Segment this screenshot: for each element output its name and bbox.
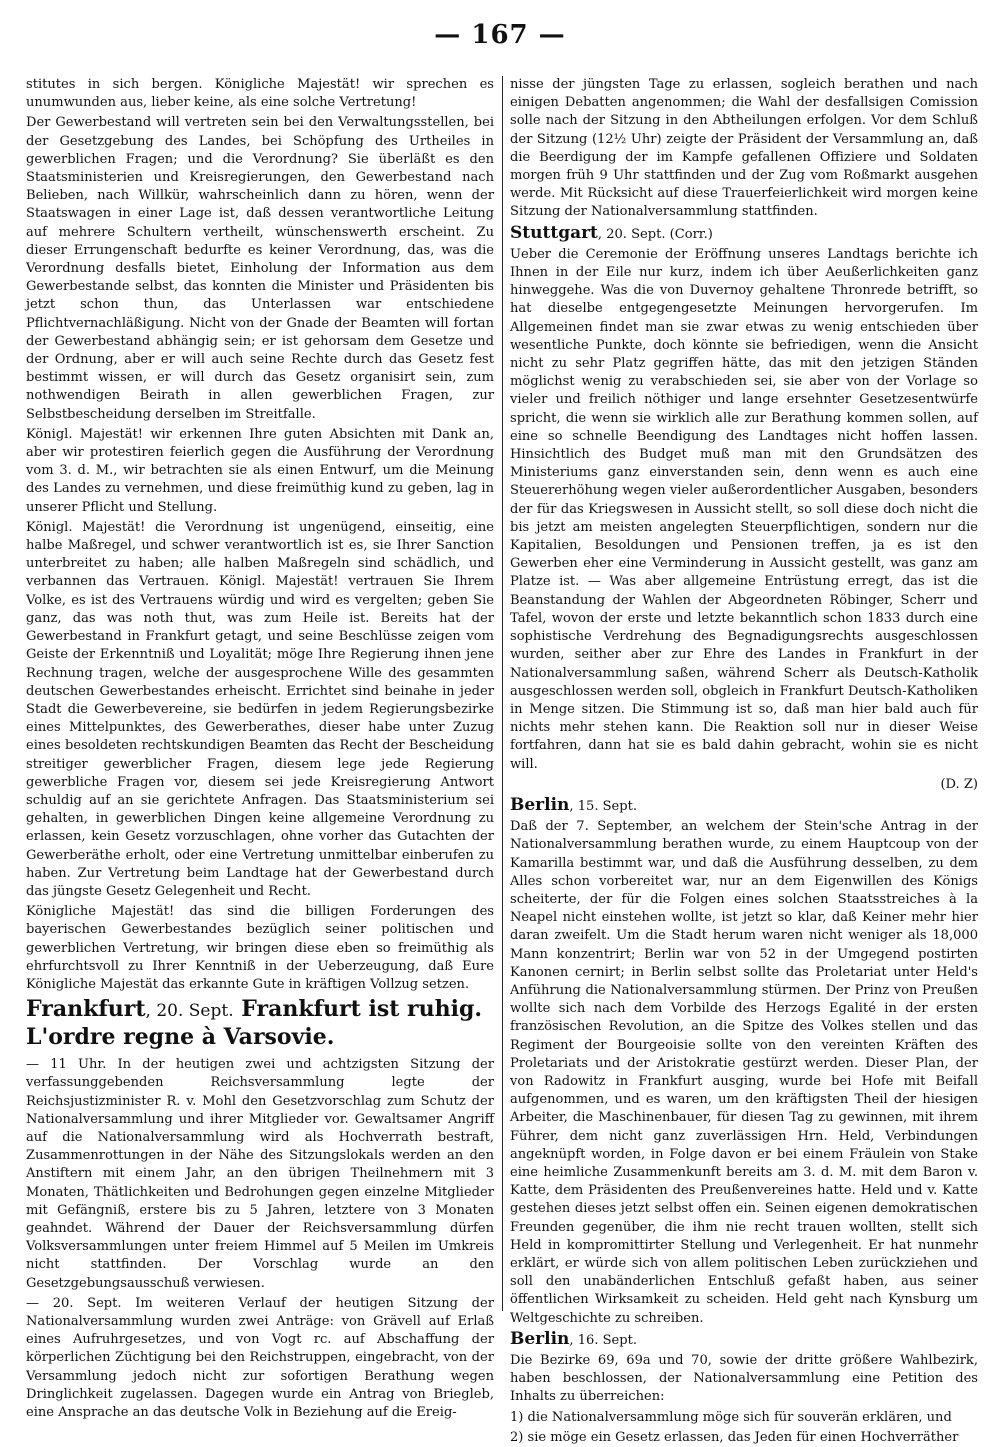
- paragraph: Königl. Majestät! wir erkennen Ihre guten Absichten mit Dank an, aber wir protestiren feierlich gegen die Ausführung der Verordnung vom 3. d. M., wir betrachten sie als einen Entwurf, um die Meinung des Landes zu vernehmen, und diese freimüthig kund zu geben, lag in unserer Pflicht und Stellung.: [26, 426, 494, 515]
- paragraph: Der Gewerbestand will vertreten sein bei den Verwaltungsstellen, bei der Gesetzgebung des Landes, bei Schöpfung des Urtheiles in gewerblichen Fragen; und die Verordnung? Sie überläßt es den Staatsministerien und Kreisregierungen, den Gewerbestand nach Belieben, nach Willkür, wahrscheinlich dann zu hören, wenn der Staatswagen in einer Lage ist, daß dessen verantwortliche Leitung auf mehrere Schultern vertheilt, wünschenswerth erscheint. Zu dieser Errungenschaft bedurfte es keiner Verordnung, das, was die Verordnung desfalls bietet, Einholung der Information aus dem Gewerbestande selbst, das konnten die Minister und Präsidenten bis jetzt schon thun, das Unterlassen war entschiedene Pflichtvernachläßigung. Nicht von der Gnade der Beamten will fortan der Gewerbestand abhängig sein; er ist gehorsam dem Gesetze und der Ordnung, aber er will auch seine Rechte durch das Gesetz fest bestimmt wissen, er will durch das Gesetz organisirt sein, zum nothwendigen Beirath in allen gewerblichen Fragen, zur Selbstbescheidung derselben im Streitfalle.: [26, 115, 494, 422]
- paragraph: stitutes in sich bergen. Königliche Majestät! wir sprechen es unumwunden aus, lieber keine, als eine solche Vertretung!: [26, 77, 494, 111]
- dateline-place: Berlin: [510, 1328, 570, 1349]
- signature-text: (D. Z): [940, 776, 978, 792]
- page-number: — 167 —: [434, 20, 566, 50]
- frankfurt-headline: [26, 996, 494, 1050]
- dateline-place: Berlin: [510, 794, 570, 815]
- dateline-date: , 20. Sept. (Corr.): [597, 226, 713, 242]
- paragraph: — 11 Uhr. In der heutigen zwei und achtzigsten Sitzung der verfassunggebenden Reichsversammlung legte der Reichsjustizminister R. v. Mohl den Gesetzvorschlag zum Schutz der Nationalversammlung und ihrer Mitglieder vor. Gewaltsamer Angriff auf die Nationalversammlung wird als Hochverrath bestraft, Zusammenrottungen in der Nähe des Sitzungslokals werden an den Anstiftern mit einem Jahr, an den übrigen Theilnehmern mit 3 Monaten, Thätlichkeiten und Bedrohungen gegen einzelne Mitglieder mit Gefängniß, erstere bis zu 5 Jahren, letztere von 3 Monaten geahndet. Während der Dauer der Reichsversammlung dürfen Volksversammlungen unter freiem Himmel auf 5 Meilen im Umkreis nicht stattfinden. Der Vorschlag wurde an den Gesetzgebungsausschuß verwiesen.: [26, 1057, 494, 1291]
- paragraph: nisse der jüngsten Tage zu erlassen, sogleich berathen und nach einigen Debatten angenommen; die Wahl der desfallsigen Comission solle nach der Sitzung in den Abtheilungen erfolgen. Vor dem Schluß der Sitzung (12½ Uhr) zeigte der Präsident der Versammlung an, daß die Beerdigung der im Kampfe gefallenen Offiziere und Soldaten morgen früh 9 Uhr stattfinden und der Zug vom Roßmarkt ausgehen werde. Mit Rücksicht auf diese Trauerfeierlichkeit wird morgen keine Sitzung der Nationalversammlung stattfinden.: [510, 77, 978, 220]
- headline-title: Frankfurt ist ruhig.: [241, 996, 483, 1023]
- headline-subtitle: L'ordre regne à Varsovie.: [26, 1024, 335, 1051]
- paragraph: 1) die Nationalversammlung möge sich für souverän erklären, und: [510, 1409, 952, 1425]
- dateline-date: , 15. Sept.: [569, 798, 638, 814]
- berlin-dateline: [510, 1330, 978, 1350]
- berlin-dateline: [510, 796, 978, 816]
- paragraph: Königl. Majestät! die Verordnung ist ungenügend, einseitig, eine halbe Maßregel, und schwer verantwortlich ist es, sie Ihrer Sanction unterbreitet zu haben; alle halben Maßregeln sind schädlich, und verbannen das Vertrauen. Königl. Majestät! vertrauen Sie Ihrem Volke, es ist des Vertrauens würdig und wird es vergelten; geben Sie ganz, das was noth thut, was zum Heile ist. Bereits hat der Gewerbestand in Frankfurt getagt, und seine Beschlüsse zeigen vom Geiste der Erkenntniß und Loyalität; möge Ihre Regierung ihnen jene Rechnung tragen, welche der ausgesprochene Wille des gesammten deutschen Gewerbestandes erheischt. Errichtet sind beinahe in jeder Stadt die Gewerbevereine, sie bedürfen in jedem Regierungsbezirke eines Mittelpunktes, des Gewerberathes, dieser habe unter Zuzug eines besoldeten rechtskundigen Beamten das Recht der Bescheidung streitiger gewerblicher Fragen, diesem lege jede Regierung gewerbliche Fragen vor, diesem sei jede Kreisregierung Antwort schuldig auf an sie gerichtete Anfragen. Das Staatsministerium sei gehalten, in gewerblichen Dingen keine allgemeine Verordnung zu erlassen, kein Gesetz vorzuschlagen, ohne vorher das Gutachten der Gewerberäthe erholt, oder eine Vertretung unmittelbar einberufen zu haben. Zur Vertretung beim Landtage hat der Gewerbestand durch das jüngste Gesetz Gelegenheit und Recht.: [26, 519, 494, 899]
- paragraph: — 20. Sept. Im weiteren Verlauf der heutigen Sitzung der Nationalversammlung wurden zwei Anträge: von Grävell auf Erlaß eines Aufruhrgesetzes, und von Vogt rc. auf Abschaffung der körperlichen Züchtigung bei den Reichstruppen, eingebracht, von der Versammlung jedoch nicht zur sofortigen Berathung wegen Dringlichkeit zugelassen. Dagegen wurde ein Antrag von Briegleb, eine Ansprache an das deutsche Volk in Beziehung auf die Ereig-: [26, 1295, 494, 1421]
- dateline-place: Frankfurt: [26, 996, 146, 1023]
- paragraph: Daß der 7. September, an welchem der Stein'sche Antrag in der Nationalversammlung berathen wurde, zu einem Hauptcoup von der Kamarilla bestimmt war, und daß die Ausführung desselben, zu dem Alles schon vorbereitet war, nur an dem Eigenwillen des Königs scheiterte, der für die Folgen eines solchen Staatsstreiches à la Neapel nicht einstehen wollte, ist jetzt so klar, daß Keiner mehr hier daran zweifelt. Um die Stadt herum waren nicht weniger als 18,000 Mann konzentrirt; Berlin war von 52 in der Umgegend postirten Kanonen cernirt; in Berlin selbst sollte das Proletariat unter Held's Anführung die Nationalversammlung stürmen. Der Prinz von Preußen wollte sich nach dem Vorbilde des Herzogs Egalité in der ersten französischen Revolution, an die Spitze des Volkes stellen und das Regiment der Bourgeoisie sollte von den vereinten Kräften des Proletariats und der Aristokratie gestürzt werden. Dieser Plan, der von Radowitz in Frankfurt ausging, wurde bei Hofe mit Beifall aufgenommen, und es waren, um den kräftigsten Theil der hiesigen Arbeiter, die Maschinenbauer, für diesen Tag zu gewinnen, mit ihrem Führer, dem nicht ganz zuverlässigen Hrn. Held, Verbindungen angeknüpft worden, in Folge davon er bei einem Fräulein von Stake eine heimliche Zusammenkunft bereits am 3. d. M. mit dem Baron v. Katte, dem Präsidenten des Preußenvereines hatte. Held und v. Katte gestehen dieses jetzt selbst offen ein. Seinen eigenen demokratischen Freunden gegenüber, die ihm nie recht trauen wollten, stellt sich Held in kompromittirter Stellung und Verlegenheit. Er hat nunmehr erklärt, er würde sich von allem politischen Leben zurückziehen und soll den unabänderlichen Entschluß gefaßt haben, aus seiner öffentlichen Wirksamkeit zu scheiden. Held geht nach Kynsburg um Weltgeschichte zu schreiben.: [510, 819, 978, 1326]
- paragraph: Königliche Majestät! das sind die billigen Forderungen des bayerischen Gewerbestandes bezüglich seiner politischen und gewerblichen Vertretung, wir bringen diese eben so freimüthig als ehrfurchtsvoll zu Ihrer Kenntniß in der Ueberzeugung, daß Eure Königliche Majestät das erkannte Gute in kräftigen Vollzug setzen.: [26, 904, 494, 992]
- paragraph: Die Bezirke 69, 69a und 70, sowie der dritte größere Wahlbezirk, haben beschlossen, der Nationalversammlung eine Petition des Inhalts zu überreichen:: [510, 1353, 978, 1405]
- dateline-place: Stuttgart: [510, 222, 598, 243]
- left-column: [26, 76, 494, 1421]
- dateline-date: , 16. Sept.: [569, 1332, 638, 1348]
- paragraph: 2) sie möge ein Gesetz erlassen, das Jeden für einen Hochverräther: [510, 1429, 959, 1445]
- column-divider: [502, 76, 503, 1311]
- paragraph: Ueber die Ceremonie der Eröffnung unseres Landtags berichte ich Ihnen in der Eile nur kurz, indem ich über Aeußerlichkeiten ganz hinweggehe. Was die von Duvernoy gehaltene Thronrede betrifft, so hat dieselbe entgegengesetzte Meinungen hervorgerufen. Im Allgemeinen findet man sie zwar etwas zu wenig entschieden über wesentliche Punkte, doch könnte sie befriedigen, wenn die Ansicht nicht zu sehr Platz gegriffen hätte, das mit den jetzigen Ständen möglichst wenig zu verabschieden sei, sie aber von der Vorlage so vieler und freilich nöthiger und lange ersehnter Gesetzesentwürfe spricht, die wenn sie wirklich alle zur Berathung kommen sollen, auf eine so schnelle Beendigung des Landtages nicht hoffen lassen. Hinsichtlich des Budget muß man mit den Grundsätzen des Ministeriums ganz einverstanden sein, denn wenn es auch eine Steuererhöhung wegen vieler außerordentlicher Ausgaben, besonders der für das Kriegswesen in Aussicht stellt, so soll diese doch nicht die bis jetzt am meisten angelegten Steuerpflichtigen, sondern nur die Kapitalien, Besoldungen und Pensionen treffen, ja es ist den Gewerben eher eine Verminderung in Aussicht gestellt, was ganz am Platze ist. — Was aber allgemeine Entrüstung erregt, das ist die Beanstandung der Wahlen der Abgeordneten Röbinger, Scherr und Tafel, wovon der erste und letzte bekanntlich schon 1833 durch eine sophistische Verdrehung des Begnadigungsrechts ausgeschlossen wurden, seither aber zur Ehre des Landes in Frankfurt in der Nationalversammlung saßen, während Scherr als Deutsch-Katholik ausgeschlossen werden soll, obgleich in Frankfurt Deutsch-Katholiken in Menge sitzen. Die Stimmung ist so, daß man hier bald auch für nichts mehr stehen kann. Die Reaktion soll nur in dieser Weise fortfahren, dann hat sie es bald dahin gebracht, wohin sie es nicht will.: [510, 246, 978, 772]
- stuttgart-dateline: [510, 224, 978, 244]
- source-signature: [510, 776, 978, 794]
- dateline-date: , 20. Sept.: [145, 1001, 234, 1022]
- right-column: [510, 76, 978, 1445]
